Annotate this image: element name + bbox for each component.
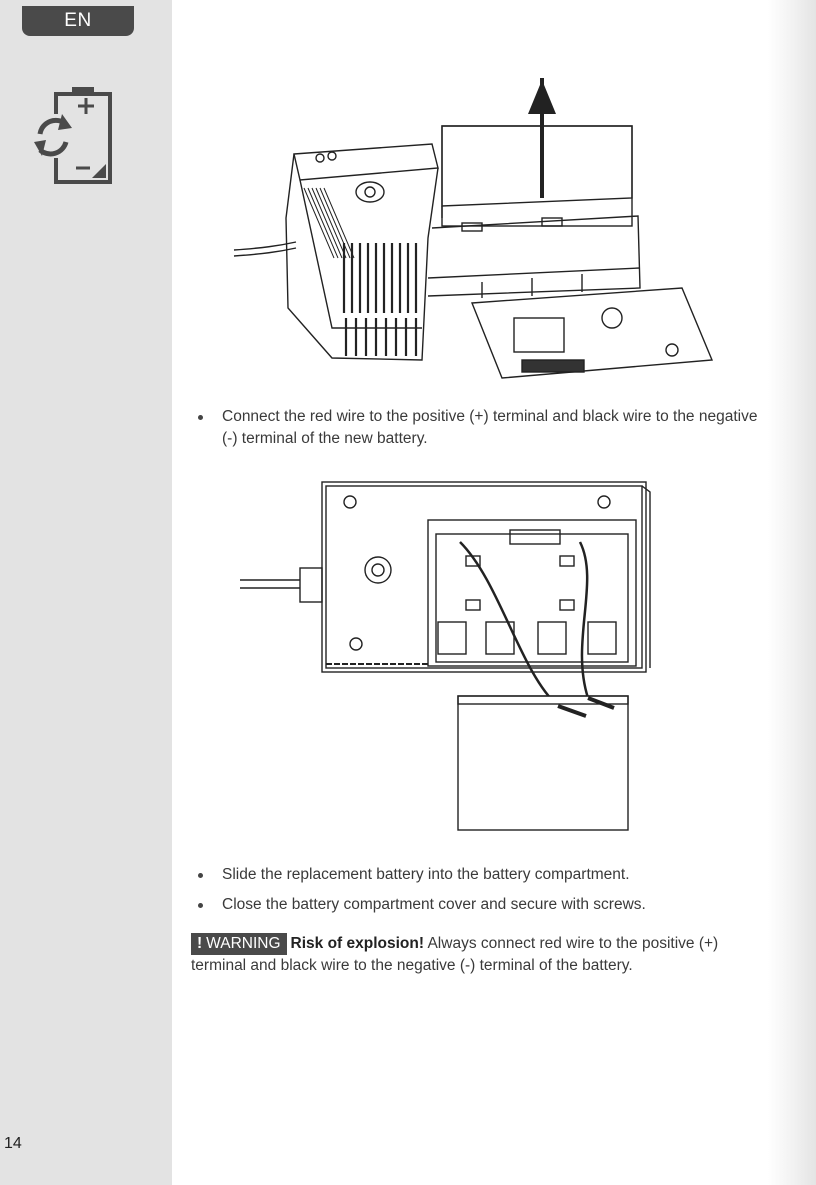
- instruction-text: Close the battery compartment cover and secure with screws.: [222, 896, 646, 913]
- page-edge-shadow: [768, 0, 816, 1185]
- instruction-text: Slide the replacement battery into the battery compartment.: [222, 866, 630, 883]
- battery-wiring-illustration: [240, 472, 660, 838]
- bullet-icon: [198, 903, 203, 908]
- warning-headline: Risk of explosion!: [290, 935, 425, 952]
- instruction-close-cover: [190, 894, 730, 916]
- instruction-slide-battery: [190, 864, 730, 886]
- warning-text: Always connect red wire to the positive (+) terminal and black wire to the negative (-) terminal of the battery.: [191, 935, 719, 974]
- instruction-text: Connect the red wire to the positive (+) terminal and black wire to the negative (-) terminal of the new battery.: [222, 408, 758, 447]
- bullet-icon: [198, 415, 203, 420]
- warning-triangle-icon: !: [197, 935, 203, 952]
- battery-replace-icon: [30, 84, 116, 186]
- page-number: 14: [4, 1135, 22, 1152]
- sidebar: [0, 0, 172, 1185]
- instruction-connect-wires: [190, 406, 760, 452]
- language-tab: EN: [22, 6, 134, 36]
- warning-note: [191, 933, 731, 976]
- warning-label: WARNING: [206, 935, 281, 952]
- warning-badge: [191, 933, 287, 955]
- ups-battery-removal-illustration: [222, 78, 742, 398]
- bullet-icon: [198, 873, 203, 878]
